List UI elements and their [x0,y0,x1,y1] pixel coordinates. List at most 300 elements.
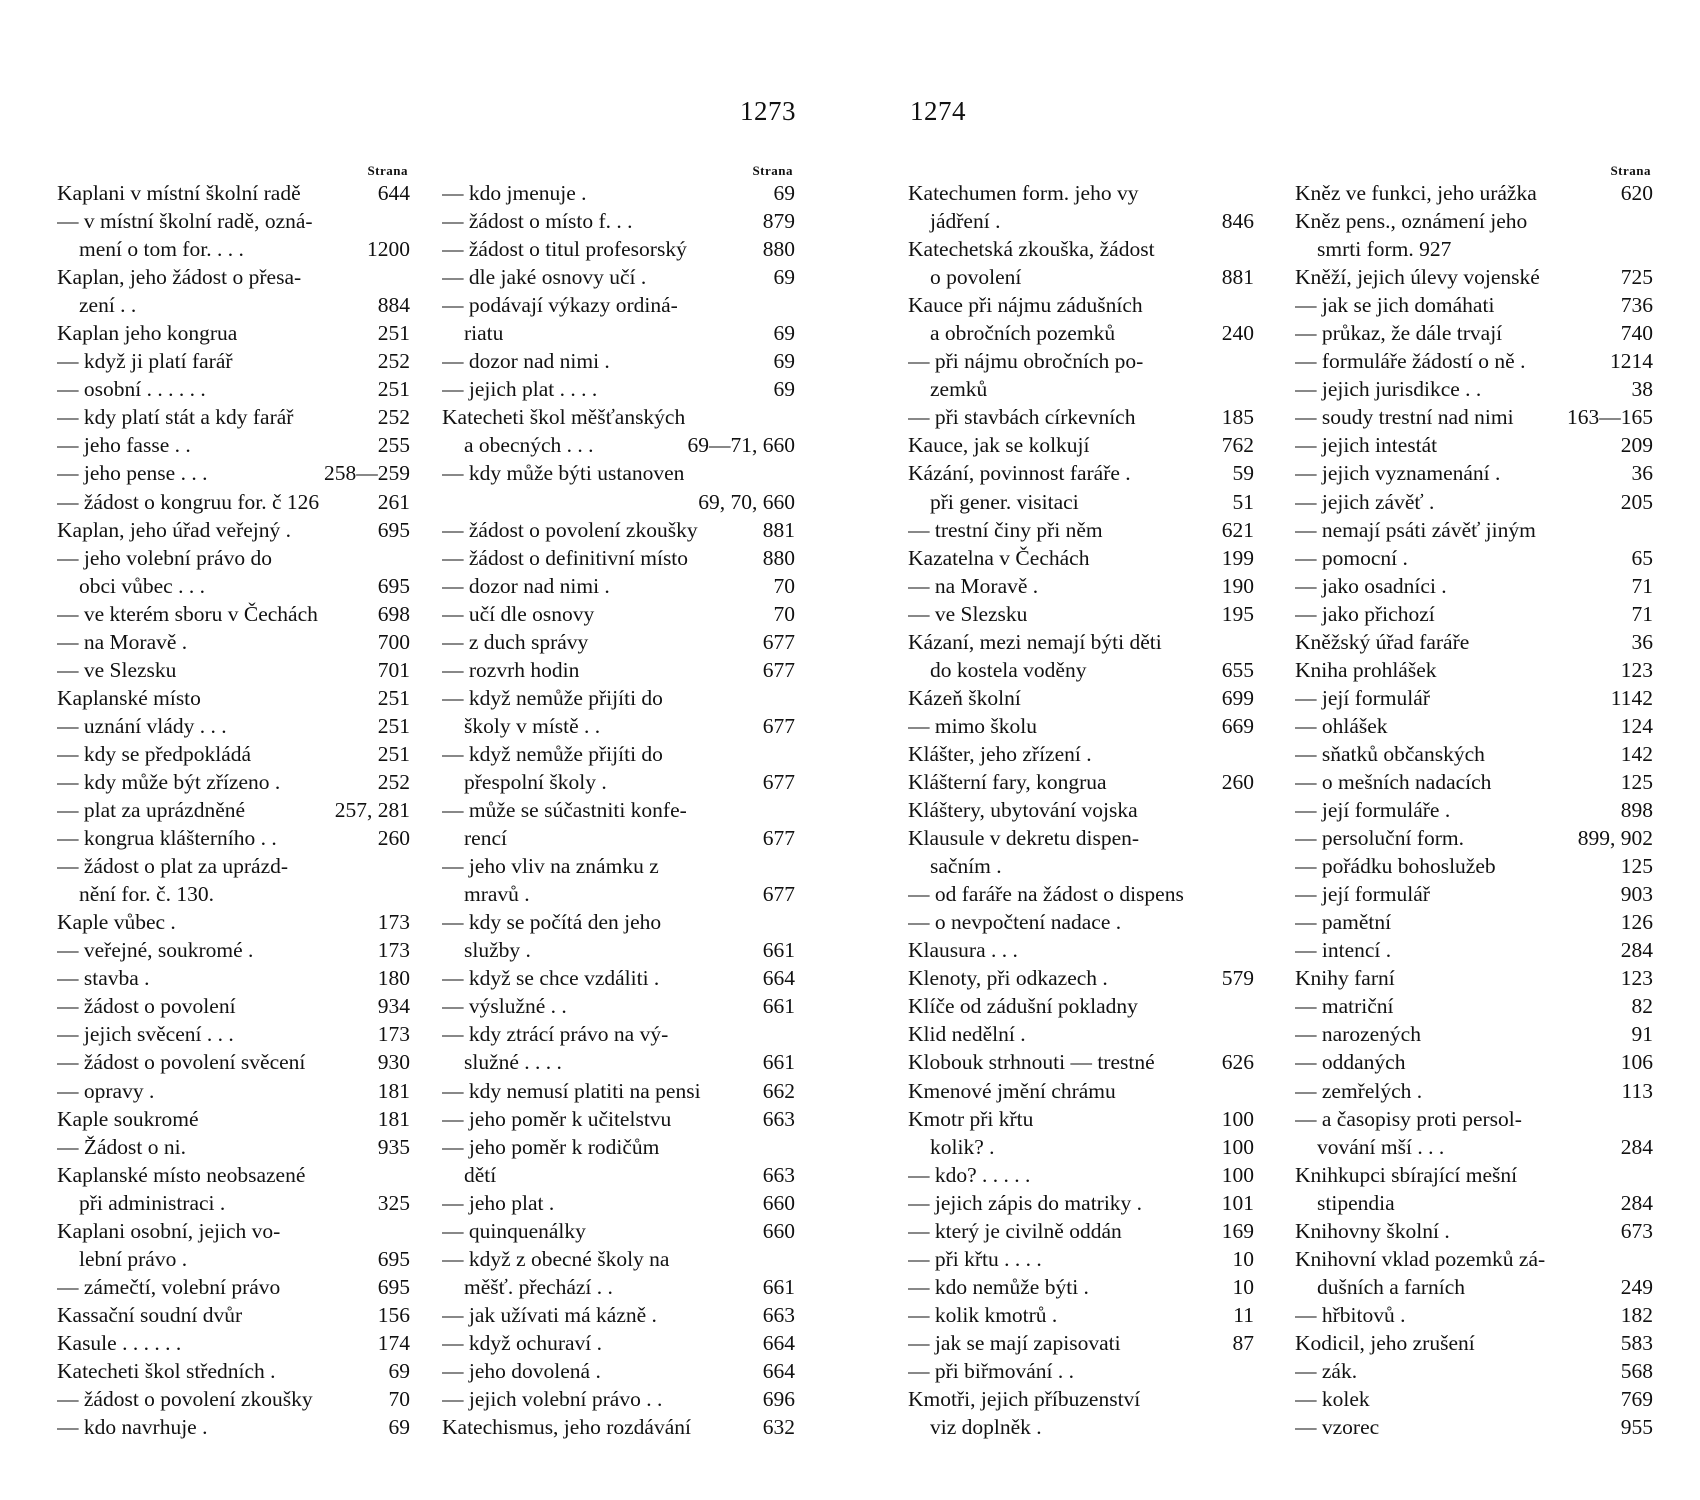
index-entry [908,403,1254,431]
entry-text: Kmenové jmění chrámu [908,1078,1116,1103]
entry-page: 284 [1620,938,1653,963]
entry-text: Knihkupci sbírající mešní [1295,1162,1518,1187]
entry-page: 664 [762,966,795,991]
entry-text: — rozvrh hodin [442,657,580,682]
index-entry [1295,1413,1653,1441]
index-entry [1295,319,1653,347]
entry-page: 696 [762,1387,795,1412]
entry-page [1248,291,1254,319]
entry-text: viz doplněk . [930,1415,1042,1440]
entry-page: 899, 902 [1577,826,1653,851]
entry-page: 185 [1221,405,1254,430]
entry-text: jádření . [930,209,1001,234]
index-entry [908,1245,1254,1273]
entry-text: — na Moravě . [908,573,1039,598]
index-column [908,163,1254,1441]
entry-page: 38 [1631,377,1653,402]
entry-page: 205 [1620,489,1653,514]
entry-text: Kláštery, ubytování vojska [908,798,1138,823]
entry-page [1248,375,1254,403]
entry-text: — dozor nad nimi . [442,573,610,598]
entry-page: 70 [773,573,795,598]
entry-page: 36 [1631,629,1653,654]
entry-page: 695 [377,1274,410,1299]
entry-page: 846 [1221,209,1254,234]
entry-text: — kdo jmenuje . [442,181,587,205]
entry-page [1248,179,1254,207]
index-entry [442,179,795,207]
entry-text: Klausule v dekretu dispen- [908,826,1140,851]
entry-page: 124 [1620,713,1653,738]
index-entry [1295,740,1653,768]
entry-text: měšť. přechází . . [464,1274,613,1299]
entry-text: obci vůbec . . . [79,573,205,598]
index-entry [1295,375,1653,403]
index-entry [442,1413,795,1441]
entry-page: 695 [377,517,410,542]
entry-text: — žádost o povolení zkoušky [57,1387,313,1412]
entry-text: — vzorec [1295,1415,1380,1440]
entry-text: — zák. [1295,1358,1358,1383]
entry-page: 142 [1620,741,1653,766]
entry-text: — ve kterém sboru v Čechách [57,601,318,626]
entry-page: 181 [377,1078,410,1103]
entry-page: 101 [1221,1190,1254,1215]
entry-page: 69 [773,349,795,374]
entry-text: Kaplan jeho kongrua [57,321,238,346]
entry-text: školy v místě . . [464,713,601,738]
index-entry [57,1020,410,1048]
entry-page [1248,992,1254,1020]
index-entry [442,1301,795,1329]
index-entry [1295,656,1653,684]
index-entry [442,1273,795,1301]
entry-page: 661 [762,1274,795,1299]
entry-page: 252 [377,405,410,430]
entry-text: — když nemůže přijíti do [442,685,663,710]
entry-text: — jeho poměr k učitelstvu [442,1106,672,1131]
entry-page: 284 [1620,1190,1653,1215]
entry-page: 123 [1620,966,1653,991]
index-entry [57,684,410,712]
entry-page [1248,852,1254,880]
index-entry [908,852,1254,880]
index-entry [1295,1385,1653,1413]
column-header: Strana [752,163,793,178]
entry-text: — persoluční form. [1295,826,1464,851]
entry-text: — když ji platí farář [57,349,233,374]
index-entry [442,824,795,852]
entry-text: — jejich intestát [1295,433,1438,458]
index-entry [442,1357,795,1385]
entry-page: 898 [1620,798,1653,823]
entry-page: 736 [1620,293,1653,318]
index-entry [57,628,410,656]
entry-page: 113 [1621,1078,1653,1103]
entry-text: Kaplanské místo [57,685,201,710]
entry-text: — jako přichozí [1295,601,1435,626]
entry-text: Klid nedělní . [908,1022,1026,1047]
entry-text: — jak se jich domáhati [1295,293,1495,318]
index-entry [1295,207,1653,235]
index-entry [1295,1273,1653,1301]
entry-page: 725 [1620,265,1653,290]
entry-text: zemků [930,377,988,402]
entry-page: 879 [762,209,795,234]
index-entry [908,1357,1254,1385]
index-entry [442,1133,795,1161]
index-entry [442,572,795,600]
index-entry [1295,347,1653,375]
index-entry [442,459,795,487]
entry-text: — kdo nemůže býti . [908,1274,1089,1299]
index-entry [442,1217,795,1245]
index-entry [908,1413,1254,1441]
entry-page [1248,347,1254,375]
entry-page [789,852,795,880]
entry-text: — žádost o definitivní místo [442,545,689,570]
entry-text: — matriční [1295,994,1394,1019]
entry-page: 655 [1221,657,1254,682]
index-entry [57,572,410,600]
index-column [57,163,410,1441]
index-entry [908,656,1254,684]
index-entry [442,1189,795,1217]
entry-text: — intencí . [1295,938,1392,963]
index-entry [57,796,410,824]
index-entry [1295,544,1653,572]
index-entry [442,1077,795,1105]
entry-text: — žádost o plat za uprázd- [57,854,289,879]
index-entry [57,1048,410,1076]
entry-page: 935 [377,1134,410,1159]
entry-page: 621 [1221,517,1254,542]
index-entry [908,1133,1254,1161]
entry-text: Kněží, jejich úlevy vojenské [1295,265,1540,290]
entry-text: — žádost o místo f. . . [442,209,633,234]
entry-text: — výslužné . . [442,994,567,1019]
entry-text: a obročních pozemků [930,321,1116,346]
entry-text: — o mešních nadacích [1295,769,1492,794]
entry-page [1248,880,1254,908]
index-entry [1295,712,1653,740]
entry-text: — stavba . [57,966,150,991]
entry-text: — kolik kmotrů . [908,1302,1058,1327]
entry-text: — při křtu . . . . [908,1246,1042,1271]
entry-page: 252 [377,349,410,374]
entry-page [1647,1161,1653,1189]
index-entry [57,459,410,487]
entry-page: 677 [762,769,795,794]
index-entry [57,179,410,207]
entry-page: 65 [1631,545,1653,570]
index-entry [908,796,1254,824]
entry-page [404,1161,410,1189]
entry-text: přespolní školy . [464,769,607,794]
entry-page: 125 [1620,769,1653,794]
entry-page: 955 [1620,1415,1653,1440]
entry-text: — kdy může být zřízeno . [57,769,281,794]
entry-text: Kázaní, mezi nemají býti děti [908,629,1162,654]
entry-page: 87 [1232,1330,1254,1355]
entry-text: — zámečtí, volební právo [57,1274,281,1299]
index-entry [442,712,795,740]
entry-page: 173 [377,910,410,935]
index-entry [1295,684,1653,712]
entry-page: 261 [377,489,410,514]
index-entry [908,263,1254,291]
index-entry [57,1357,410,1385]
entry-text: — žádost o povolení zkoušky [442,517,698,542]
index-entry [1295,1357,1653,1385]
index-entry [442,488,795,516]
entry-page: 249 [1620,1274,1653,1299]
entry-text: — z duch správy [442,629,589,654]
entry-text: Kněz ve funkci, jeho urážka [1295,181,1537,205]
index-entry [442,628,795,656]
index-entry [57,964,410,992]
entry-page: 70 [388,1387,410,1412]
index-entry [1295,628,1653,656]
entry-text: — jeho poměr k rodičům [442,1134,660,1159]
entry-page: 69 [773,265,795,290]
index-column [1295,163,1653,1441]
entry-page: 258—259 [324,461,410,486]
entry-text: — může se súčastniti konfe- [442,798,687,823]
entry-text: — jak užívati má kázně . [442,1302,657,1327]
index-entry [1295,1301,1653,1329]
entry-text: — učí dle osnovy [442,601,595,626]
entry-text: — při nájmu obročních po- [908,349,1144,374]
entry-page: 69 [388,1358,410,1383]
entry-text: — kdy nemusí platiti na pensi [442,1078,701,1103]
entry-page: 260 [1221,769,1254,794]
index-entry [57,908,410,936]
entry-page: 1200 [367,237,410,262]
entry-text: — kdo navrhuje . [57,1415,208,1440]
entry-text: — žádost o titul profesorský [442,237,687,262]
entry-text: — ohlášek [1295,713,1388,738]
entry-text: — kongrua klášterního . . [57,826,277,851]
index-entry [908,964,1254,992]
entry-page: 251 [377,685,410,710]
index-entry [442,768,795,796]
entry-page: 880 [762,237,795,262]
entry-page [1248,824,1254,852]
entry-text: rencí [464,826,507,851]
entry-text: — quinquenálky [442,1218,586,1243]
entry-text: — jejich vyznamenání . [1295,461,1501,486]
index-entry [1295,964,1653,992]
index-entry [908,768,1254,796]
entry-text: Kniha prohlášek [1295,657,1437,682]
index-entry [908,1301,1254,1329]
index-entry [442,908,795,936]
entry-text: — podávají výkazy ordiná- [442,293,678,318]
entry-page: 199 [1221,545,1254,570]
index-entry [1295,768,1653,796]
entry-page: 11 [1233,1302,1254,1327]
entry-page: 126 [1620,910,1653,935]
entry-text: Kázání, povinnost faráře . [908,461,1131,486]
index-entry [442,1020,795,1048]
index-entry [1295,1329,1653,1357]
index-entry [442,291,795,319]
index-entry [442,1385,795,1413]
entry-page [789,459,795,487]
entry-text: Kauce, jak se kolkují [908,433,1090,458]
entry-text: — pořádku bohoslužeb [1295,854,1496,879]
entry-text: — jako osadníci . [1295,573,1447,598]
entry-page [404,880,410,908]
entry-page [1248,1357,1254,1385]
page-number: 1273 [740,96,796,126]
index-entry [908,431,1254,459]
entry-text: Kazatelna v Čechách [908,545,1090,570]
index-entry [1295,572,1653,600]
entry-text: — jeho dovolená . [442,1358,601,1383]
entry-text: Kaplan, jeho žádost o přesa- [57,265,302,290]
entry-text: — žádost o povolení svěcení [57,1050,306,1075]
entry-page: 91 [1631,1022,1653,1047]
index-entry [908,1105,1254,1133]
entry-text: Kněžský úřad faráře [1295,629,1470,654]
index-entry [57,1077,410,1105]
entry-text: nění for. č. 130. [79,882,214,907]
entry-page: 71 [1631,573,1653,598]
entry-text: Kmotři, jejich příbuzenství [908,1387,1141,1412]
entry-text: — narozených [1295,1022,1421,1047]
entry-page: 626 [1221,1050,1254,1075]
entry-page: 251 [377,321,410,346]
entry-text: — kolek [1295,1387,1370,1412]
index-entry [908,488,1254,516]
index-entry [908,1189,1254,1217]
entry-text: — opravy . [57,1078,155,1103]
entry-page [789,403,795,431]
index-entry [57,375,410,403]
entry-page: 663 [762,1106,795,1131]
index-entry [908,1273,1254,1301]
entry-page: 663 [762,1162,795,1187]
index-entry [908,824,1254,852]
index-entry [908,1329,1254,1357]
entry-page: 881 [762,517,795,542]
entry-text: — kdy platí stát a kdy farář [57,405,294,430]
index-entry [1295,1189,1653,1217]
index-entry [1295,1245,1653,1273]
entry-page [789,908,795,936]
index-entry [1295,600,1653,628]
entry-text: Knihovny školní . [1295,1218,1450,1243]
index-entry [442,1329,795,1357]
entry-text: — kdo? . . . . . [908,1162,1031,1187]
entry-page: 677 [762,629,795,654]
index-entry [442,852,795,880]
entry-text: — jeho fasse . . [57,433,191,458]
entry-text: — pomocní . [1295,545,1408,570]
entry-text: — kdy se předpokládá [57,741,252,766]
entry-text: — při biřmování . . [908,1358,1075,1383]
entry-page [1647,516,1653,544]
entry-page: 70 [773,601,795,626]
index-entry [57,992,410,1020]
entry-page [1248,235,1254,263]
entry-page: 699 [1221,685,1254,710]
index-entry [908,1161,1254,1189]
entry-page [1248,1413,1254,1441]
entry-page: 325 [377,1190,410,1215]
entry-page: 1142 [1610,685,1653,710]
entry-text: vování mší . . . [1317,1134,1445,1159]
index-entry [908,936,1254,964]
index-entry [908,908,1254,936]
index-entry [442,207,795,235]
entry-page: 156 [377,1302,410,1327]
entry-text: — když z obecné školy na [442,1246,670,1271]
entry-text: — kdy může býti ustanoven [442,461,685,486]
index-entry [442,1161,795,1189]
entry-text: — její formulář [1295,685,1430,710]
entry-page [404,207,410,235]
entry-text: — a časopisy proti persol- [1295,1106,1522,1131]
entry-text: — pamětní [1295,910,1392,935]
entry-page [1248,936,1254,964]
entry-text: Klíče od zádušní pokladny [908,994,1138,1019]
entry-text: a obecných . . . [464,433,594,458]
index-entry [908,1385,1254,1413]
entry-page: 252 [377,769,410,794]
entry-text: — když nemůže přijíti do [442,741,663,766]
entry-page: 660 [762,1218,795,1243]
entry-text: o povolení [930,265,1022,290]
entry-text: Kněz pens., oznámení jeho [1295,209,1528,234]
entry-text: lební právo . [79,1246,188,1271]
entry-page: 125 [1620,854,1653,879]
entry-page: 934 [377,994,410,1019]
entry-page: 930 [377,1050,410,1075]
index-entry [1295,1048,1653,1076]
entry-text: — zemřelých . [1295,1078,1423,1103]
entry-text: — jak se mají zapisovati [908,1330,1121,1355]
entry-text: — trestní činy při něm [908,517,1103,542]
entry-page: 69, 70, 660 [698,489,795,514]
index-entry [57,347,410,375]
column-header: Strana [1610,163,1651,178]
entry-page: 169 [1221,1218,1254,1243]
entry-text: — jeho volební právo do [57,545,272,570]
entry-page [404,1217,410,1245]
entry-text: — jejich svěcení . . . [57,1022,234,1047]
index-entry [1295,488,1653,516]
entry-text: služby . [464,938,531,963]
entry-text: — když ochuraví . [442,1330,603,1355]
index-entry [908,1077,1254,1105]
entry-text: Kaplani v místní školní radě [57,181,301,205]
index-entry [1295,992,1653,1020]
index-entry [1295,1133,1653,1161]
index-entry [1295,824,1653,852]
index-entry [442,1048,795,1076]
entry-page: 69 [388,1415,410,1440]
entry-text: — jejich volební právo . . [442,1387,663,1412]
entry-page: 632 [762,1415,795,1440]
entry-page: 695 [377,573,410,598]
entry-text: — hřbitovů . [1295,1302,1406,1327]
entry-page [1647,235,1653,263]
entry-page: 174 [377,1330,410,1355]
entry-text: dětí [464,1162,497,1187]
